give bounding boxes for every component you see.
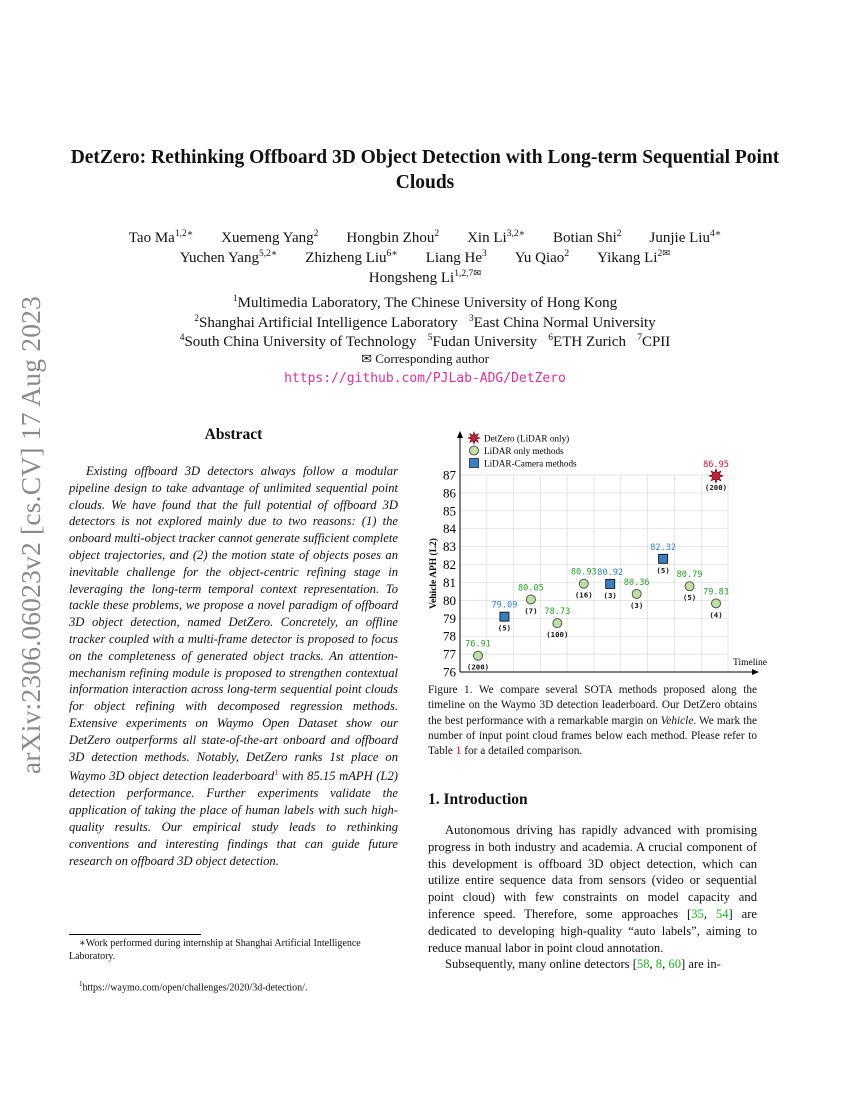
author-affiliation-mark: 2 [564, 249, 570, 259]
footnote-rule [69, 934, 201, 935]
authors-row-3 [60, 264, 790, 288]
data-point-circle [632, 589, 641, 598]
affiliation-number: 5 [427, 333, 433, 343]
frame-count-label: (3) [603, 590, 617, 600]
author-name-text: Hongsheng Li [368, 270, 455, 286]
author-name-text: Xuemeng Yang [221, 230, 314, 246]
intro-text [428, 822, 757, 973]
author-name-text: Yikang Li [597, 250, 658, 266]
data-point-circle [685, 582, 694, 591]
affiliation-number: 3 [468, 314, 474, 324]
affiliation-name: ETH Zurich [553, 334, 626, 350]
author-affiliation-mark: 2✉ [657, 249, 671, 259]
frame-count-label: (100) [546, 630, 569, 640]
affiliation-name: South China University of Technology [184, 334, 417, 350]
code-url-link[interactable]: https://github.com/PJLab-ADG/DetZero [284, 371, 566, 386]
author-affiliation-mark: 2 [313, 229, 319, 239]
affiliation-line-3 [60, 329, 790, 353]
author-name-text: Hongbin Zhou [346, 230, 435, 246]
author-name-text: Yu Qiao [514, 250, 565, 266]
affiliation-number: 4 [179, 333, 185, 343]
intro-paragraph-1 [428, 822, 757, 956]
frame-count-label: (4) [709, 610, 723, 620]
caption-text: Figure 1. We compare several SOTA methods proposed along the timeline on the Waymo 3D detection leaderboard. Our DetZero obtains the best performance with a remarkable margin on [428, 684, 757, 727]
data-point-circle [526, 595, 535, 604]
frame-count-label: (5) [682, 593, 697, 603]
affiliation-name: East China Normal University [473, 315, 656, 331]
data-value-label: 79.09 [491, 600, 518, 611]
frame-count-label: (16) [574, 590, 593, 600]
data-value-label: 80.05 [517, 583, 544, 594]
timeline-scatter-chart [418, 428, 768, 683]
affiliation-name: Shanghai Artificial Intelligence Laboratory [199, 315, 458, 331]
citation-8[interactable]: 8 [655, 957, 663, 972]
abstract-heading: Abstract [204, 426, 263, 443]
data-value-label: 82.32 [650, 542, 677, 553]
author-name-text: Tao Ma [128, 230, 175, 246]
data-point-square [606, 579, 615, 588]
affiliation-name: Multimedia Laboratory, The Chinese University of Hong Kong [237, 295, 618, 311]
data-value-label: 80.93 [570, 567, 597, 578]
affiliation-number: 2 [194, 314, 200, 324]
y-tick-label: 86 [443, 485, 456, 501]
author-affiliation-mark: 4∗ [709, 229, 722, 239]
frame-count-label: (200) [466, 662, 490, 672]
data-point-circle [712, 599, 721, 608]
y-axis-label: Vehicle APH (L2) [429, 538, 439, 609]
author-affiliation-mark: 2 [616, 229, 622, 239]
caption-vehicle: Vehicle [660, 714, 694, 727]
citation-54[interactable]: 54 [715, 906, 729, 921]
legend-label: LiDAR only methods [484, 446, 564, 456]
author-name-text: Yuchen Yang [179, 250, 259, 266]
legend-square-marker [470, 459, 479, 468]
frame-count-label: (5) [656, 565, 670, 575]
author-name-text: Botian Shi [553, 230, 617, 246]
corresponding-author-note: ✉ Corresponding author [361, 351, 489, 366]
data-point-circle [553, 619, 562, 628]
author-name-text: Xin Li [467, 230, 507, 246]
data-value-label: 78.73 [544, 607, 571, 618]
y-tick-label: 83 [443, 539, 456, 555]
abstract-body-cont: with 85.15 mAPH (L2) detection performance. Further experiments validate the application of taking the place of human labels with such high-quality results. Our empirical study leads to rethinking conventions and interesting findings that can guide future research on offboard 3D object detection. [69, 769, 398, 868]
footnote-internship: ∗Work performed during internship at Shanghai Artificial Intelligence Laboratory. [69, 938, 361, 962]
footnote-1 [69, 978, 398, 994]
data-point-square [500, 612, 509, 621]
author-affiliation-mark: 3 [481, 249, 487, 259]
legend-label: LiDAR-Camera methods [484, 458, 577, 469]
author-name-text: Junjie Liu [649, 230, 710, 246]
y-tick-label: 78 [443, 628, 456, 644]
figure-caption [428, 683, 757, 759]
frame-count-label: (7) [524, 606, 538, 616]
citation-60[interactable]: 60 [668, 957, 681, 972]
author-name-text: Zhizheng Liu [305, 250, 387, 266]
legend-circle-marker [470, 446, 479, 455]
abstract-body: Existing offboard 3D detectors always follow a modular pipeline design to take advantage of unlimited sequential point clouds. We have found that the full potential of offboard 3D detectors is not explored mainly due to two reasons: (1) the onboard multi-object tracker cannot generate sufficient complete object trajectories, and (2) the motion state of objects poses an inevitable challenge for the object-centric refining stage in leveraging the long-term temporal context representation. To tackle these problems, we propose a novel paradigm of offboard 3D object detection, named DetZero. Concretely, an offline tracker coupled with a multi-frame detector is proposed to focus on the completeness of generated object tracks. An attention-mechanism refining module is proposed to strengthen contextual information interaction across long-term sequential point clouds for object refining with decomposed regression methods. Extensive experiments on Waymo Open Dataset show our DetZero outperforms all state-of-the-art onboard and offboard 3D detection methods. Notably, DetZero ranks 1st place on Waymo 3D object detection leaderboard [69, 464, 398, 784]
intro-p1-text: Autonomous driving has rapidly advanced with promising progress in both industry and academia. A crucial component of this development is offboard 3D object detection, which can utilize entire sequence data from sensors (video or sequential point cloud) with few constraints on model capacity and inference speed. Therefore, some approaches [ [428, 823, 757, 921]
table-reference-link[interactable]: 1 [455, 745, 462, 758]
citation-sep: , [703, 906, 716, 921]
paper-title: DetZero: Rethinking Offboard 3D Object Detection with Long-term Sequential Point Clouds [70, 147, 780, 193]
abstract-text [69, 463, 398, 869]
author-affiliation-mark: 2 [434, 229, 440, 239]
author-name [369, 264, 481, 288]
caption-text-cont: . We mark the number of input point cloud frames below each method. Please refer to Table [428, 714, 757, 758]
y-tick-label: 85 [443, 503, 456, 519]
y-tick-label: 80 [443, 592, 456, 608]
y-tick-label: 84 [443, 521, 456, 537]
affiliation-name: Fudan University [432, 334, 538, 350]
legend-label: DetZero (LiDAR only) [484, 433, 570, 444]
intro-p2-text: Subsequently, many online detectors [ [445, 957, 637, 972]
y-tick-label: 87 [443, 467, 456, 483]
author-affiliation-mark: 3,2∗ [506, 229, 526, 239]
footnote-1-mark: 1 [79, 980, 83, 988]
y-tick-label: 77 [443, 646, 456, 662]
author-affiliation-mark: 1,2,7✉ [454, 269, 482, 279]
intro-p2-end: ] are in- [680, 957, 721, 972]
data-value-label: 76.91 [465, 639, 491, 650]
footnote-1-url: https://waymo.com/open/challenges/2020/3d-detection/. [82, 982, 308, 994]
y-tick-label: 79 [443, 610, 456, 626]
author-affiliation-mark: 6∗ [386, 249, 398, 259]
data-value-label: 79.83 [703, 587, 729, 598]
data-value-label: 80.36 [623, 577, 650, 588]
y-tick-label: 82 [443, 557, 456, 573]
data-value-label: 80.79 [676, 570, 703, 581]
data-point-circle [474, 651, 483, 660]
footnote-marker[interactable]: 1 [274, 768, 279, 778]
intro-heading: 1. Introduction [428, 791, 528, 808]
legend-star-marker [468, 432, 480, 444]
x-axis-label: Timeline [733, 658, 767, 668]
x-axis-arrow [752, 669, 759, 675]
intro-p1-end: ] are dedicated to developing high-quality “auto labels”, aiming to reduce manual labor in point cloud annotation. [428, 906, 758, 955]
data-point-square [659, 554, 668, 563]
y-tick-label: 81 [443, 574, 456, 590]
author-affiliation-mark: 1,2∗ [174, 229, 194, 239]
y-axis-arrow [457, 431, 463, 438]
citation-35[interactable]: 35 [691, 906, 704, 921]
data-value-label: 80.92 [597, 567, 624, 578]
data-point-circle [579, 579, 588, 588]
author-name-text: Liang He [425, 250, 482, 266]
frame-count-label: (3) [629, 600, 644, 610]
author-affiliation-mark: 5,2∗ [258, 249, 278, 259]
arxiv-stamp [16, 290, 46, 780]
affiliation-number: 7 [637, 333, 642, 343]
caption-text-end: for a detailed comparison. [461, 745, 583, 758]
affiliation-number: 1 [232, 294, 238, 304]
frame-count-label: (200) [704, 482, 728, 492]
citation-58[interactable]: 58 [636, 957, 650, 972]
affiliation-name: CPII [641, 334, 671, 350]
frame-count-label: (5) [497, 623, 512, 633]
arxiv-stamp-text: arXiv:2306.06023v2 [cs.CV] 17 Aug 2023 [15, 295, 46, 775]
y-tick-label: 76 [443, 664, 456, 680]
data-point-star [709, 469, 723, 483]
intro-paragraph-2: Subsequently, many online detectors [58, 8, 60] are in- [445, 957, 721, 972]
data-value-label: 86.95 [703, 459, 729, 470]
affiliation-number: 6 [548, 333, 554, 343]
